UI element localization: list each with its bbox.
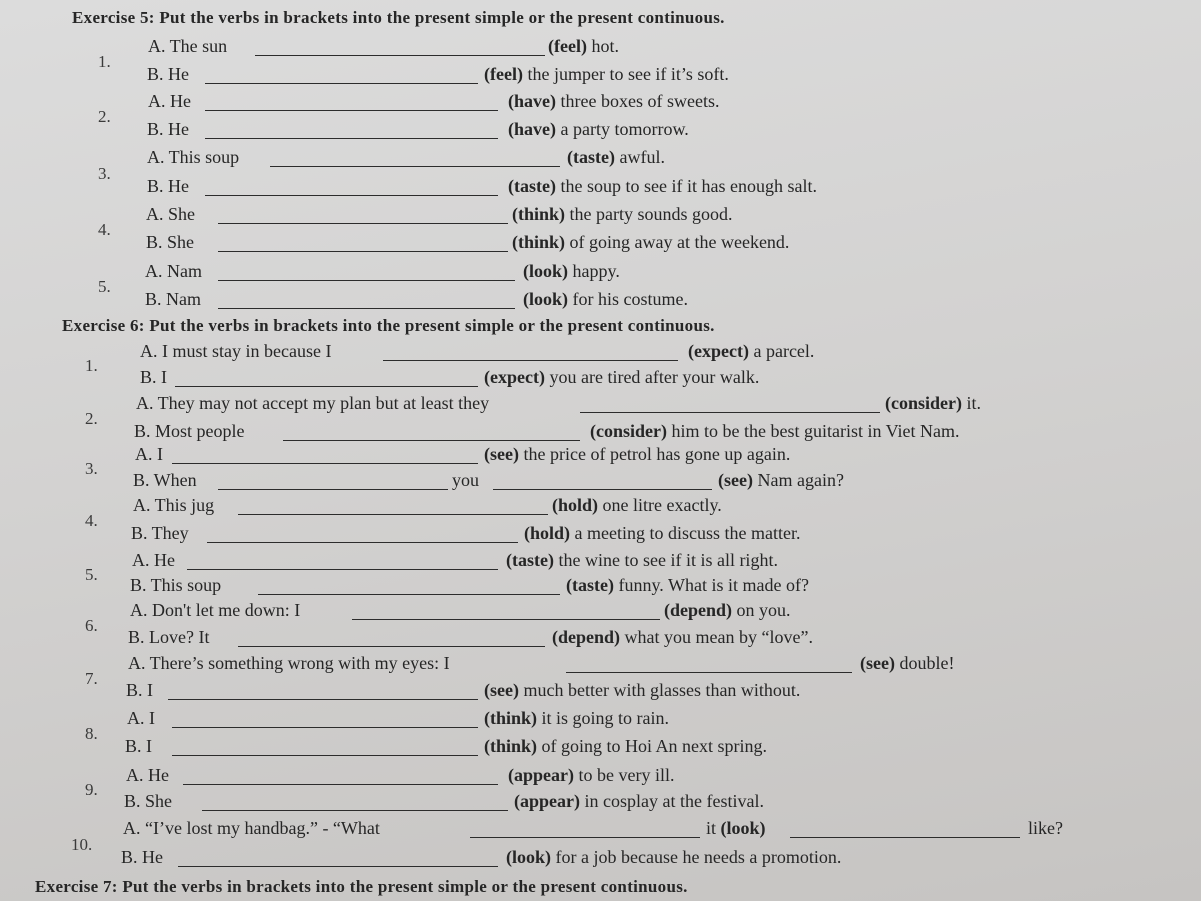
sentence-fragment: for his costume.: [568, 289, 688, 309]
sentence-text: [523, 289, 688, 310]
verb-in-brackets: (see): [484, 680, 519, 700]
item-number: 4.: [98, 220, 111, 239]
sentence-text: [567, 147, 665, 168]
sentence-fragment: A. He: [126, 765, 169, 785]
sentence-fragment: a meeting to discuss the matter.: [570, 523, 801, 543]
sentence-fragment: A. This jug: [133, 495, 215, 515]
sentence-text: [506, 550, 778, 571]
sentence-text: [147, 119, 189, 140]
verb-in-brackets: (see): [860, 653, 895, 673]
sentence-fragment: awful.: [614, 147, 665, 167]
sentence-fragment: Nam again?: [752, 470, 844, 490]
verb-in-brackets: (expect): [484, 367, 545, 387]
sentence-text: [512, 204, 733, 225]
sentence-text: [566, 575, 809, 596]
sentence-fragment: it.: [961, 393, 981, 413]
sentence-fragment: A. This soup: [147, 147, 240, 167]
verb-in-brackets: (depend): [552, 627, 621, 647]
answer-blank[interactable]: [270, 166, 560, 167]
sentence-text: [718, 470, 844, 491]
sentence-fragment: B. Love? It: [128, 627, 210, 647]
answer-blank[interactable]: [383, 360, 678, 361]
answer-blank[interactable]: [172, 727, 478, 728]
answer-blank[interactable]: [580, 412, 880, 413]
sentence-text: [452, 470, 479, 491]
sentence-text: [548, 36, 619, 57]
sentence-text: [135, 444, 163, 465]
answer-blank[interactable]: [218, 251, 508, 252]
answer-blank[interactable]: [207, 542, 518, 543]
sentence-fragment: B. When: [133, 470, 197, 490]
sentence-text: [508, 176, 817, 197]
item-number: 3.: [98, 163, 111, 183]
sentence-fragment: double!: [894, 653, 955, 673]
sentence-text: [146, 204, 195, 225]
sentence-text: [140, 367, 167, 388]
sentence-fragment: the price of petrol has gone up again.: [518, 444, 791, 464]
sentence-text: [1028, 818, 1063, 839]
item-number: 4.: [85, 511, 98, 530]
sentence-text: [125, 736, 152, 757]
answer-blank[interactable]: [175, 386, 478, 387]
sentence-fragment: A. They may not accept my plan but at least they: [136, 393, 490, 413]
answer-blank[interactable]: [202, 810, 508, 811]
answer-blank[interactable]: [205, 195, 498, 196]
answer-blank[interactable]: [218, 308, 515, 309]
verb-in-brackets: (look): [523, 261, 568, 281]
sentence-fragment: a party tomorrow.: [556, 119, 689, 139]
sentence-fragment: hot.: [586, 36, 619, 56]
item-number: 2.: [98, 107, 111, 126]
sentence-text: [147, 64, 189, 85]
answer-blank[interactable]: [205, 138, 498, 139]
sentence-fragment: B. I: [126, 680, 153, 700]
verb-in-brackets: (consider): [590, 421, 667, 441]
verb-in-brackets: (have): [508, 119, 556, 139]
sentence-text: [145, 261, 202, 282]
answer-blank[interactable]: [172, 463, 478, 464]
answer-blank[interactable]: [218, 223, 508, 224]
verb-in-brackets: (appear): [508, 765, 574, 785]
sentence-fragment: B. He: [147, 64, 189, 84]
sentence-fragment: A. Nam: [145, 261, 202, 281]
answer-blank[interactable]: [790, 837, 1020, 838]
verb-in-brackets: (look): [523, 289, 568, 309]
sentence-fragment: B. She: [146, 232, 195, 252]
sentence-text: [133, 495, 214, 516]
answer-blank[interactable]: [178, 866, 498, 867]
sentence-text: [688, 341, 814, 362]
sentence-fragment: the wine to see if it is all right.: [553, 550, 778, 570]
answer-blank[interactable]: [470, 837, 700, 838]
sentence-text: [128, 627, 209, 648]
sentence-text: [508, 765, 674, 786]
sentence-text: [508, 91, 719, 112]
sentence-fragment: of going to Hoi An next spring.: [537, 736, 768, 756]
sentence-text: [484, 736, 767, 757]
verb-in-brackets: (taste): [508, 176, 556, 196]
sentence-fragment: you: [452, 470, 479, 490]
sentence-fragment: B. He: [121, 847, 163, 867]
sentence-fragment: A. The sun: [148, 36, 228, 56]
answer-blank[interactable]: [238, 514, 548, 515]
sentence-fragment: on you.: [732, 600, 791, 620]
sentence-fragment: what you mean by “love”.: [620, 627, 813, 647]
answer-blank[interactable]: [172, 755, 478, 756]
answer-blank[interactable]: [168, 699, 478, 700]
verb-in-brackets: (look): [720, 818, 766, 838]
answer-blank[interactable]: [258, 594, 560, 595]
sentence-text: [706, 818, 766, 839]
exercise-title: Exercise 6: Put the verbs in brackets into the present simple or the present continuous.: [62, 316, 715, 335]
exercise-title: Exercise 5: Put the verbs in brackets into the present simple or the present continuous.: [72, 8, 725, 27]
verb-in-brackets: (feel): [484, 64, 523, 84]
sentence-fragment: B. She: [124, 791, 173, 811]
sentence-fragment: B. This soup: [130, 575, 222, 595]
item-number: 5.: [85, 564, 98, 584]
sentence-text: [123, 818, 380, 839]
sentence-fragment: A. There’s something wrong with my eyes: I: [128, 653, 450, 673]
sentence-text: [148, 91, 191, 112]
sentence-fragment: A. I must stay in because I: [140, 341, 332, 361]
sentence-text: [140, 341, 331, 362]
sentence-fragment: of going away at the weekend.: [565, 232, 790, 252]
sentence-text: [523, 261, 620, 282]
sentence-text: [552, 627, 813, 648]
sentence-text: [514, 791, 764, 812]
sentence-fragment: him to be the best guitarist in Viet Nam.: [666, 421, 960, 441]
item-number: 1.: [85, 356, 98, 375]
sentence-fragment: the jumper to see if it’s soft.: [522, 64, 729, 84]
sentence-text: [131, 523, 189, 544]
sentence-text: [136, 393, 489, 414]
exercise-title: Exercise 7: Put the verbs in brackets into the present simple or the present continuous.: [35, 877, 688, 896]
verb-in-brackets: (look): [506, 847, 551, 867]
verb-in-brackets: (consider): [885, 393, 962, 413]
item-number: 10.: [71, 834, 93, 854]
sentence-text: [145, 289, 201, 310]
sentence-fragment: A. Don't let me down: I: [130, 600, 301, 620]
verb-in-brackets: (taste): [566, 575, 614, 595]
sentence-text: [508, 119, 689, 140]
sentence-text: [484, 444, 790, 465]
sentence-fragment: B. I: [140, 367, 167, 387]
answer-blank[interactable]: [218, 489, 448, 490]
sentence-text: [664, 600, 791, 621]
sentence-fragment: it: [706, 818, 721, 838]
item-number: 1.: [98, 52, 111, 71]
sentence-fragment: the soup to see if it has enough salt.: [555, 176, 817, 196]
sentence-fragment: A. “I’ve lost my handbag.” - “What: [123, 818, 380, 838]
sentence-text: [484, 680, 800, 701]
sentence-text: [885, 393, 981, 414]
sentence-text: [524, 523, 800, 544]
answer-blank[interactable]: [283, 440, 580, 441]
verb-in-brackets: (hold): [552, 495, 599, 515]
item-number: 9.: [85, 780, 98, 799]
sentence-text: [133, 470, 197, 491]
sentence-text: [134, 421, 245, 442]
sentence-text: [148, 36, 227, 57]
answer-blank[interactable]: [205, 110, 498, 111]
sentence-text: [132, 550, 175, 571]
sentence-fragment: much better with glasses than without.: [518, 680, 801, 700]
sentence-text: [512, 232, 789, 253]
sentence-fragment: you are tired after your walk.: [544, 367, 760, 387]
sentence-text: [128, 653, 450, 674]
sentence-fragment: A. She: [146, 204, 195, 224]
item-number: 8.: [85, 724, 98, 743]
verb-in-brackets: (taste): [506, 550, 554, 570]
verb-in-brackets: (expect): [688, 341, 749, 361]
sentence-fragment: B. He: [147, 119, 189, 139]
sentence-fragment: three boxes of sweets.: [556, 91, 720, 111]
sentence-text: [130, 600, 300, 621]
sentence-fragment: to be very ill.: [574, 765, 675, 785]
sentence-fragment: A. He: [132, 550, 175, 570]
item-number: 6.: [85, 615, 98, 635]
verb-in-brackets: (taste): [567, 147, 615, 167]
sentence-fragment: a parcel.: [748, 341, 815, 361]
sentence-text: [552, 495, 722, 516]
sentence-text: [147, 147, 239, 168]
sentence-text: [147, 176, 189, 197]
sentence-fragment: funny. What is it made of?: [613, 575, 809, 595]
sentence-text: [127, 708, 155, 729]
answer-blank[interactable]: [187, 569, 498, 570]
sentence-fragment: A. I: [135, 444, 163, 464]
sentence-fragment: the party sounds good.: [565, 204, 733, 224]
sentence-fragment: in cosplay at the festival.: [580, 791, 764, 811]
answer-blank[interactable]: [566, 672, 852, 673]
sentence-text: [506, 847, 841, 868]
item-number: 5.: [98, 277, 111, 296]
verb-in-brackets: (feel): [548, 36, 587, 56]
sentence-text: [126, 680, 153, 701]
sentence-fragment: B. Most people: [134, 421, 245, 441]
answer-blank[interactable]: [352, 619, 660, 620]
answer-blank[interactable]: [183, 784, 498, 785]
sentence-text: [484, 708, 669, 729]
sentence-text: [146, 232, 194, 253]
answer-blank[interactable]: [493, 489, 712, 490]
item-number: 3.: [85, 459, 98, 478]
sentence-text: [484, 64, 729, 85]
sentence-fragment: B. They: [131, 523, 189, 543]
verb-in-brackets: (think): [512, 204, 566, 224]
sentence-fragment: one litre exactly.: [598, 495, 722, 515]
sentence-text: [130, 575, 221, 596]
sentence-fragment: like?: [1028, 818, 1063, 838]
verb-in-brackets: (hold): [524, 523, 571, 543]
verb-in-brackets: (have): [508, 91, 556, 111]
sentence-text: [124, 791, 172, 812]
answer-blank[interactable]: [238, 646, 545, 647]
sentence-fragment: A. I: [127, 708, 155, 728]
answer-blank[interactable]: [218, 280, 515, 281]
item-number: 7.: [85, 668, 98, 688]
sentence-fragment: B. Nam: [145, 289, 201, 309]
sentence-fragment: it is going to rain.: [537, 708, 670, 728]
sentence-fragment: A. He: [148, 91, 191, 111]
answer-blank[interactable]: [255, 55, 545, 56]
sentence-text: [126, 765, 169, 786]
verb-in-brackets: (depend): [664, 600, 733, 620]
verb-in-brackets: (see): [718, 470, 753, 490]
sentence-text: [484, 367, 759, 388]
answer-blank[interactable]: [205, 83, 478, 84]
sentence-fragment: B. I: [125, 736, 152, 756]
sentence-text: [121, 847, 163, 868]
verb-in-brackets: (appear): [514, 791, 580, 811]
verb-in-brackets: (see): [484, 444, 519, 464]
sentence-text: [590, 421, 960, 442]
verb-in-brackets: (think): [512, 232, 566, 252]
verb-in-brackets: (think): [484, 736, 538, 756]
item-number: 2.: [85, 409, 98, 428]
sentence-fragment: happy.: [568, 261, 620, 281]
sentence-fragment: B. He: [147, 176, 189, 196]
sentence-fragment: for a job because he needs a promotion.: [551, 847, 842, 867]
sentence-text: [860, 653, 954, 674]
verb-in-brackets: (think): [484, 708, 538, 728]
